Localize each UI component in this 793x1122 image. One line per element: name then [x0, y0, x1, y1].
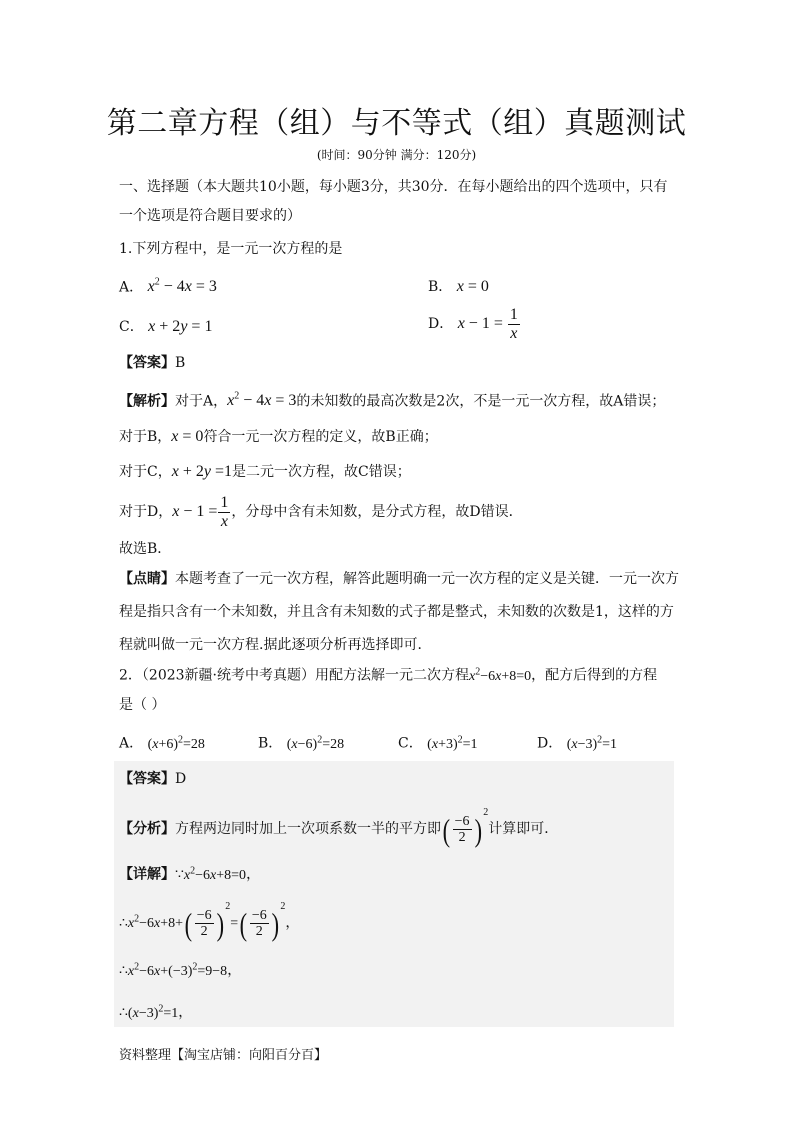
exam-info: (时间：90分钟 满分：120分): [316, 148, 477, 162]
q1-analysis-a: 【解析】对于A，$x^2 - 4x = 3$的未知数的最高次数是2次，不是一元一次方程，故A错误；: [119, 391, 666, 410]
q2-detail-3: $\therefore x^2-6x+(-3)^2=9-8$，: [119, 961, 242, 979]
q1-option-b: B． x = 0: [428, 278, 489, 295]
q1-analysis-c: 对于C，x + 2y =1是二元一次方程，故C错误；: [119, 463, 411, 480]
q1-conclusion: 故选B．: [119, 541, 172, 557]
q2-answer: 【答案】D: [119, 771, 187, 787]
q2-detail-4: $\therefore(x-3)^2=1$，: [119, 1003, 193, 1021]
q1-option-a: A． $x^2 - 4x = 3$: [119, 277, 217, 296]
q1-option-a-formula: $x^2 - 4x = 3$: [147, 277, 217, 296]
q2-stem: 2．（2023新疆·统考中考真题）用配方法解一元二次方程$x^2-6x+8=0$，配方后得到的方程: [119, 666, 658, 684]
q2-option-b: B． $(x-6)^2=28$: [258, 734, 345, 752]
footer-source: 资料整理【淘宝店铺：向阳百分百】: [119, 1048, 328, 1063]
q2-analysis: 【分析】方程两边同时加上一次项系数一半的平方即( $\frac{-6}{2}$ ) $^2$计算即可．: [119, 807, 559, 848]
q2-detail-2: $\therefore x^2-6x+8+$( $\frac{-6}{2}$ ) $^2$=( $\frac{-6}{2}$ ) $^2$，: [119, 901, 300, 942]
section-heading: 一、选择题（本大题共10小题，每小题3分，共30分．在每小题给出的四个选项中，只有: [119, 179, 668, 195]
q1-option-d-formula: x − 1 = $\frac{1}{x}$: [457, 306, 518, 342]
q1-point-3: 程就叫做一元一次方程.据此逐项分析再选择即可．: [119, 637, 432, 653]
q2-option-c: C． $(x+3)^2=1$: [398, 734, 478, 752]
q2-option-d: D． $(x-3)^2=1$: [537, 734, 618, 752]
q1-analysis-d: 对于D，x − 1 = $\frac{1}{x}$ ，分母中含有未知数，是分式方程，故D错误．: [119, 494, 523, 530]
q1-option-c: C． x + 2y = 1: [119, 318, 213, 335]
q1-answer: 【答案】B: [119, 355, 186, 371]
page-title: 第二章方程（组）与不等式（组）真题测试: [106, 106, 687, 141]
q1-option-c-formula: x + 2y = 1: [148, 318, 213, 335]
q1-point-2: 程是指只含有一个未知数，并且含有未知数的式子都是整式，未知数的次数是1，这样的方: [119, 604, 674, 620]
solution-box: [114, 761, 674, 1027]
q2-option-a: A． $(x+6)^2=28$: [119, 734, 205, 752]
q1-option-d: D． x − 1 = $\frac{1}{x}$: [428, 306, 521, 342]
q1-point-1: 【点睛】本题考查了一元一次方程，解答此题明确一元一次方程的定义是关键．一元一次方: [119, 571, 679, 587]
q2-stem-cont: 是（ ）: [119, 697, 166, 713]
q1-analysis-b: 对于B，x = 0符合一元一次方程的定义，故B正确；: [119, 428, 438, 445]
q1-stem: 1.下列方程中，是一元一次方程的是: [119, 241, 343, 257]
q2-detail-1: 【详解】$\because x^2-6x+8=0$，: [119, 865, 261, 883]
q1-option-b-formula: x = 0: [456, 278, 489, 295]
section-heading-cont: 一个选项是符合题目要求的）: [119, 208, 301, 224]
